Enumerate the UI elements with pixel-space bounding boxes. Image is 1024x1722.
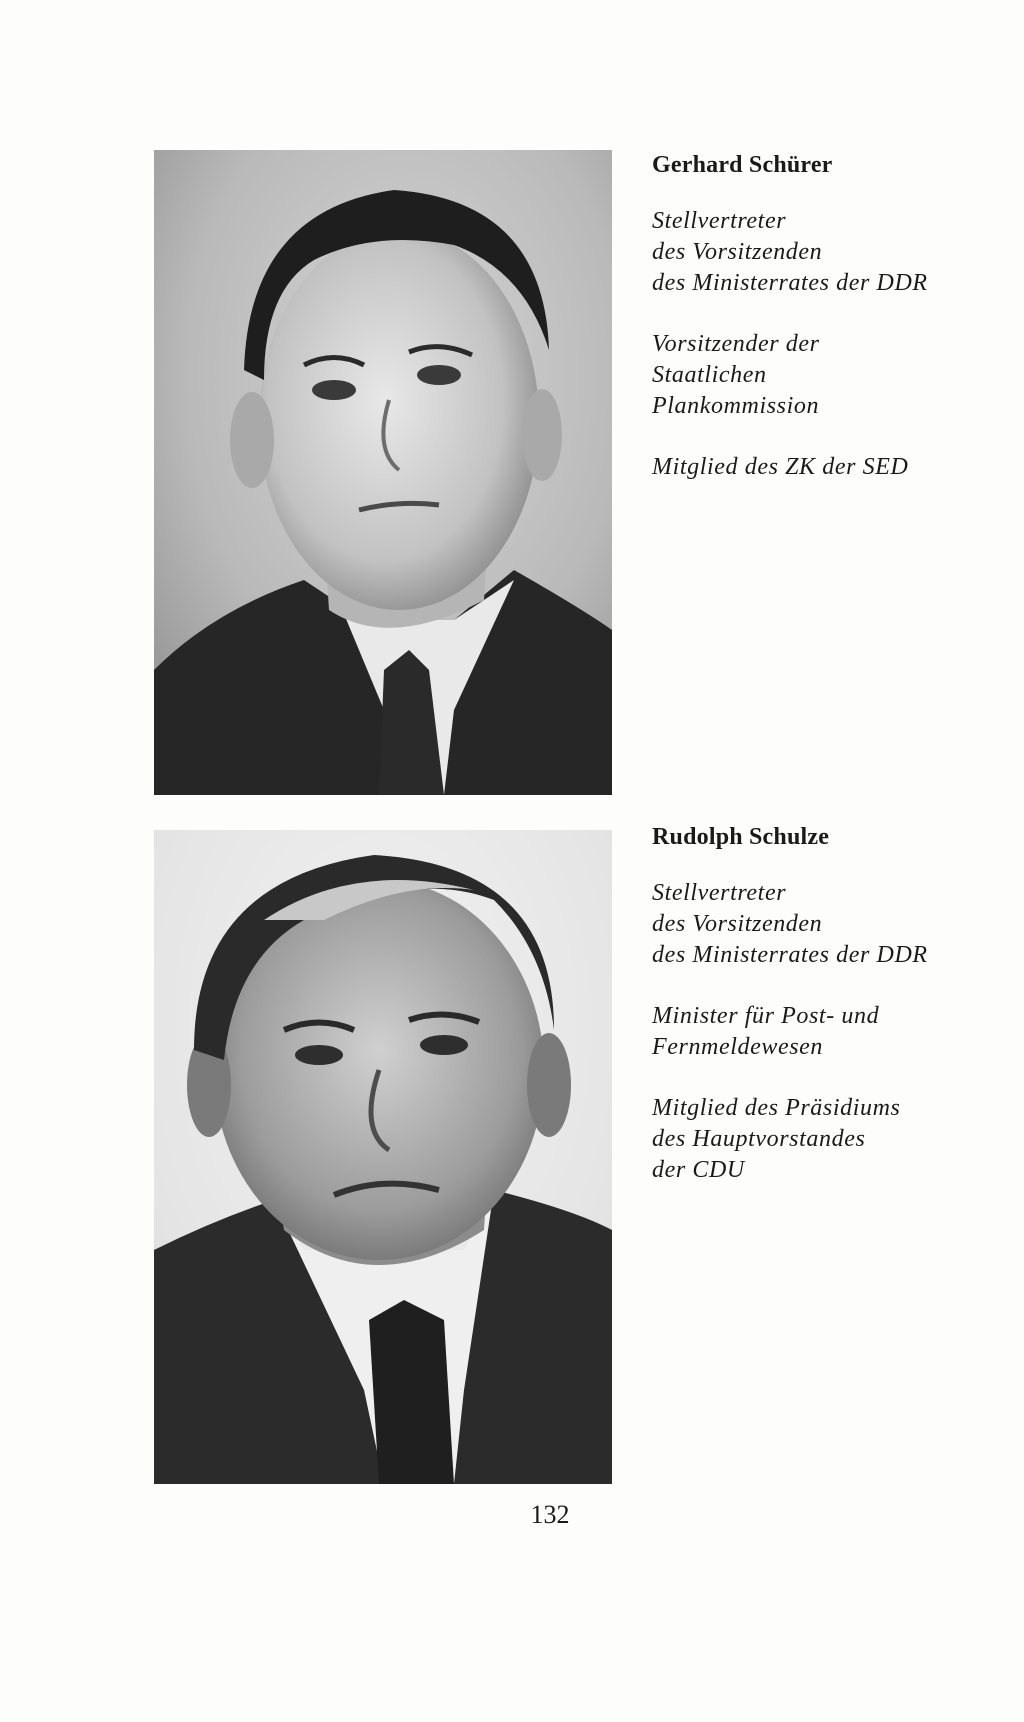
role-line: Staatlichen [652, 362, 767, 388]
role-line: Fernmeldewesen [652, 1034, 824, 1060]
person-name: Gerhard Schürer [652, 152, 833, 178]
role-line: Stellvertreter [652, 208, 787, 234]
role-line: Mitglied des ZK der SED [652, 454, 909, 480]
role-block [652, 452, 992, 483]
role-block [652, 206, 992, 299]
role-line: Plankommission [652, 393, 820, 419]
role-line: Minister für Post- und [652, 1003, 880, 1029]
caption [652, 822, 992, 1216]
role-line: Mitglied des Präsidiums [652, 1095, 901, 1121]
portrait-photo-image [154, 830, 612, 1484]
role-line: der CDU [652, 1157, 745, 1183]
person-name: Rudolph Schulze [652, 824, 830, 850]
role-block [652, 1093, 992, 1186]
role-block [652, 1001, 992, 1063]
role-line: des Ministerrates der DDR [652, 270, 928, 296]
role-line: des Ministerrates der DDR [652, 942, 928, 968]
portrait-photo [154, 830, 612, 1484]
role-line: Vorsitzender der [652, 331, 820, 357]
role-line: des Vorsitzenden [652, 239, 823, 265]
caption [652, 150, 992, 513]
portrait-photo [154, 150, 612, 795]
page-number: 132 [530, 1500, 570, 1529]
portrait-photo-image [154, 150, 612, 795]
role-line: Stellvertreter [652, 880, 787, 906]
role-block [652, 878, 992, 971]
role-line: des Vorsitzenden [652, 911, 823, 937]
role-line: des Hauptvorstandes [652, 1126, 866, 1152]
role-block [652, 329, 992, 422]
